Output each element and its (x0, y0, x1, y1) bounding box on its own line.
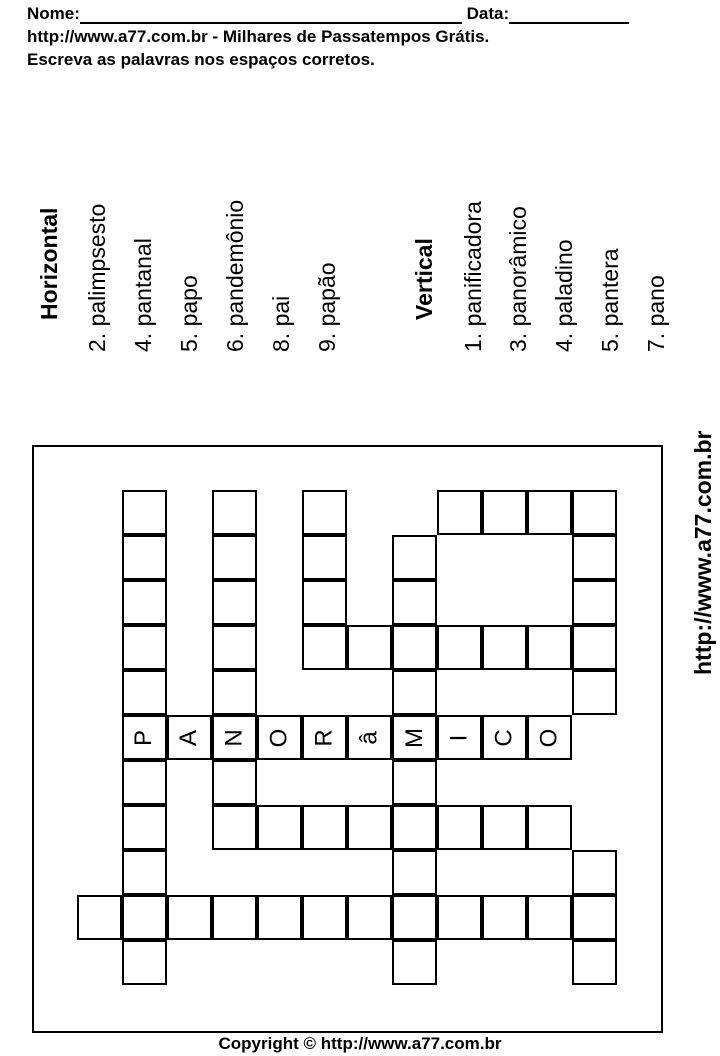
side-url: http://www.a77.com.br (690, 430, 716, 675)
date-field-line[interactable] (509, 5, 629, 24)
crossword-cell[interactable] (302, 490, 347, 535)
crossword-cell[interactable] (392, 670, 437, 715)
crossword-cell[interactable] (527, 895, 572, 940)
crossword-cell[interactable] (392, 535, 437, 580)
crossword-cell[interactable] (122, 490, 167, 535)
crossword-cell[interactable] (572, 940, 617, 985)
vertical-title: Vertical (411, 238, 437, 320)
crossword-cell[interactable] (257, 895, 302, 940)
crossword-cell[interactable] (527, 625, 572, 670)
crossword-cell[interactable] (122, 715, 167, 760)
crossword-cell[interactable] (122, 580, 167, 625)
horizontal-clue: 4. pantanal (130, 238, 156, 352)
name-label: Nome: (27, 4, 80, 23)
crossword-cell[interactable] (257, 715, 302, 760)
crossword-cell[interactable] (302, 805, 347, 850)
cell-letter: P (130, 729, 158, 746)
crossword-cell[interactable] (122, 895, 167, 940)
horizontal-clue: 9. papão (314, 262, 340, 352)
date-label: Data: (466, 4, 510, 23)
crossword-cell[interactable] (122, 850, 167, 895)
crossword-cell[interactable] (392, 940, 437, 985)
horizontal-clue: 6. pandemônio (222, 199, 248, 352)
crossword-cell[interactable] (572, 625, 617, 670)
crossword-cell[interactable] (122, 535, 167, 580)
crossword-cell[interactable] (527, 490, 572, 535)
horizontal-clue: 2. palimpsesto (84, 203, 110, 352)
crossword-cell[interactable] (437, 805, 482, 850)
crossword-cell[interactable] (347, 895, 392, 940)
crossword-cell[interactable] (482, 715, 527, 760)
crossword-cell[interactable] (167, 895, 212, 940)
crossword-cell[interactable] (347, 715, 392, 760)
crossword-cell[interactable] (572, 670, 617, 715)
crossword-cell[interactable] (302, 625, 347, 670)
crossword-cell[interactable] (347, 805, 392, 850)
cell-letter: R (310, 728, 338, 747)
crossword-cell[interactable] (437, 715, 482, 760)
crossword-cell[interactable] (212, 760, 257, 805)
crossword-cell[interactable] (572, 850, 617, 895)
crossword-cell[interactable] (212, 580, 257, 625)
crossword-cell[interactable] (482, 805, 527, 850)
vertical-clue: 7. pano (643, 275, 669, 352)
crossword-cell[interactable] (572, 895, 617, 940)
horizontal-clue: 8. pai (268, 295, 294, 352)
crossword-cell[interactable] (482, 625, 527, 670)
crossword-cell[interactable] (572, 490, 617, 535)
name-field-line[interactable] (80, 5, 462, 24)
vertical-clue: 3. panorâmico (505, 206, 531, 352)
crossword-cell[interactable] (212, 535, 257, 580)
crossword-cell[interactable] (392, 850, 437, 895)
cell-letter: O (535, 728, 563, 747)
crossword-cell[interactable] (572, 580, 617, 625)
crossword-cell[interactable] (392, 580, 437, 625)
crossword-cell[interactable] (392, 625, 437, 670)
crossword-cell[interactable] (392, 760, 437, 805)
cell-letter: I (445, 734, 473, 741)
crossword-cell[interactable] (122, 625, 167, 670)
crossword-cell[interactable] (122, 940, 167, 985)
crossword-cell[interactable] (392, 805, 437, 850)
crossword-cell[interactable] (572, 535, 617, 580)
cell-letter: M (400, 727, 428, 748)
cell-letter: â (355, 730, 383, 745)
crossword-cell[interactable] (392, 715, 437, 760)
crossword-cell[interactable] (437, 625, 482, 670)
crossword-cell[interactable] (437, 490, 482, 535)
horizontal-title: Horizontal (36, 207, 62, 320)
crossword-cell[interactable] (212, 805, 257, 850)
crossword-cell[interactable] (302, 895, 347, 940)
crossword-cell[interactable] (302, 580, 347, 625)
crossword-cell[interactable] (212, 715, 257, 760)
crossword-cell[interactable] (347, 625, 392, 670)
crossword-cell[interactable] (122, 670, 167, 715)
cell-letter: N (220, 728, 248, 747)
crossword-cell[interactable] (167, 715, 212, 760)
instruction-text: Escreva as palavras nos espaços corretos. (27, 50, 375, 69)
crossword-cell[interactable] (257, 805, 302, 850)
cell-letter: O (265, 728, 293, 747)
crossword-cell[interactable] (212, 625, 257, 670)
crossword-cell[interactable] (302, 535, 347, 580)
vertical-clue: 4. paladino (551, 239, 577, 352)
crossword-cell[interactable] (212, 490, 257, 535)
crossword-cell[interactable] (122, 760, 167, 805)
cell-letter: C (490, 728, 518, 747)
crossword-cell[interactable] (77, 895, 122, 940)
copyright-footer: Copyright © http://www.a77.com.br (218, 1034, 502, 1053)
crossword-cell[interactable] (437, 895, 482, 940)
crossword-cell[interactable] (302, 715, 347, 760)
crossword-cell[interactable] (392, 895, 437, 940)
name-date-line (27, 4, 629, 24)
site-line: http://www.a77.com.br - Milhares de Passatempos Grátis. (27, 27, 490, 46)
cell-letter: A (175, 729, 203, 746)
crossword-cell[interactable] (527, 715, 572, 760)
crossword-cell[interactable] (482, 895, 527, 940)
crossword-cell[interactable] (122, 805, 167, 850)
crossword-cell[interactable] (212, 670, 257, 715)
crossword-cell[interactable] (482, 490, 527, 535)
vertical-clue: 1. panificadora (460, 201, 486, 352)
vertical-clue: 5. pantera (597, 248, 623, 352)
crossword-cell[interactable] (212, 895, 257, 940)
crossword-cell[interactable] (527, 805, 572, 850)
horizontal-clue: 5. papo (176, 275, 202, 352)
